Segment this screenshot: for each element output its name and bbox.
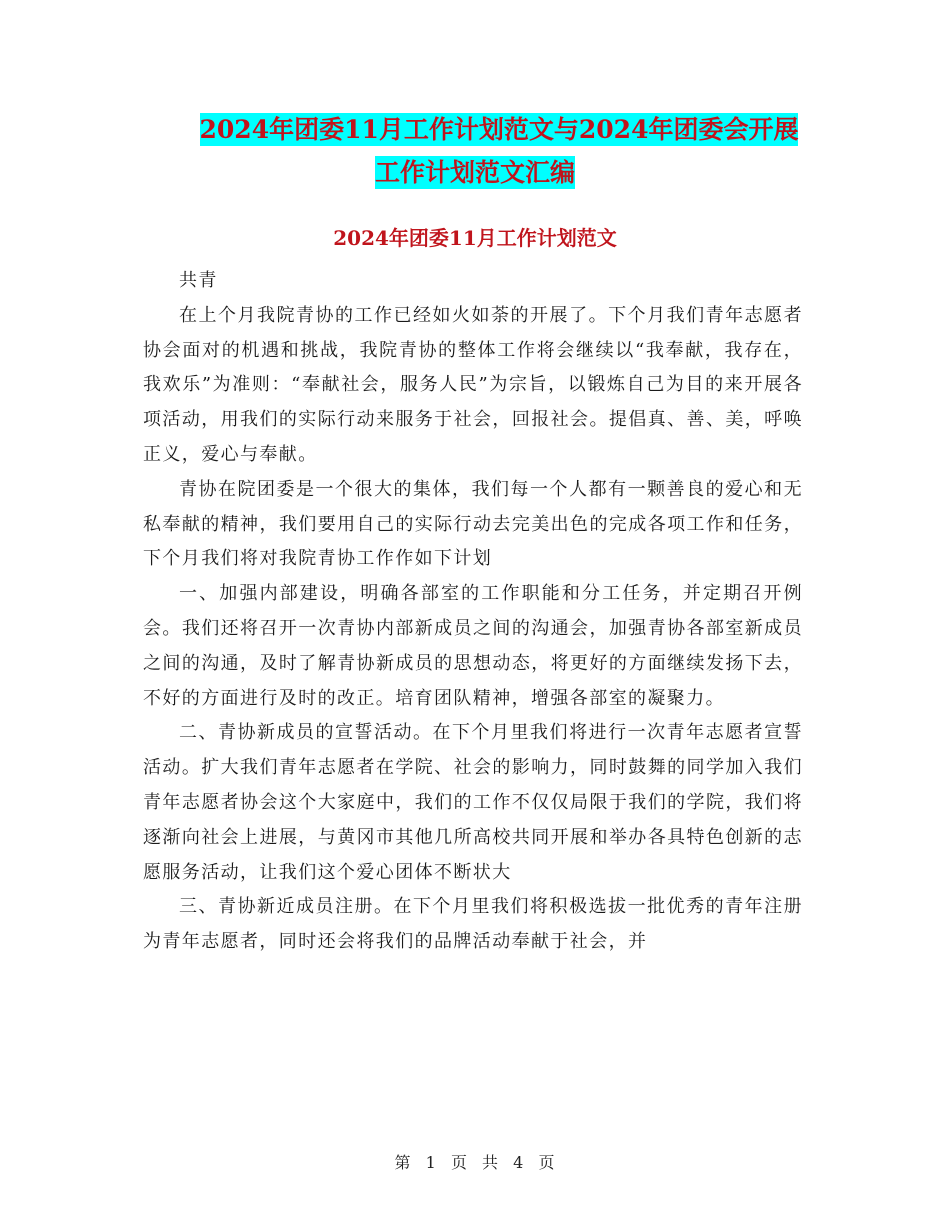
paragraph: 一、加强内部建设，明确各部室的工作职能和分工任务，并定期召开例会。我们还将召开一次青协内部新成员之间的沟通会，加强青协各部室新成员之间的沟通，及时了解青协新成员的思想动态，将更好的方面继续发扬下去，不好的方面进行及时的改正。培育团队精神，增强各部室的凝聚力。	[143, 583, 803, 709]
document-title-line-1	[24, 108, 950, 152]
document-title-line-2	[0, 151, 950, 195]
paragraph: 在上个月我院青协的工作已经如火如荼的开展了。下个月我们青年志愿者协会面对的机遇和挑战，我院青协的整体工作将会继续以“我奉献，我存在，我欢乐”为准则：“奉献社会，服务人民”为宗旨，以锻炼自己为目的来开展各项活动，用我们的实际行动来服务于社会，回报社会。提倡真、善、美，呼唤正义，爱心与奉献。	[143, 304, 803, 465]
paragraph: 三、青协新近成员注册。在下个月里我们将积极选拔一批优秀的青年注册为青年志愿者，同时还会将我们的品牌活动奉献于社会，并	[143, 896, 803, 953]
paragraph: 共青	[179, 270, 218, 291]
section-title: 2024年团委11月工作计划范文	[333, 226, 617, 250]
paragraph: 青协在院团委是一个很大的集体，我们每一个人都有一颗善良的爱心和无私奉献的精神，我们要用自己的实际行动去完美出色的完成各项工作和任务，下个月我们将对我院青协工作作如下计划	[143, 478, 803, 570]
paragraph: 二、青协新成员的宣誓活动。在下个月里我们将进行一次青年志愿者宣誓活动。扩大我们青年志愿者在学院、社会的影响力，同时鼓舞的同学加入我们青年志愿者协会这个大家庭中，我们的工作不仅仅局限于我们的学院，我们将逐渐向社会上进展，与黄冈市其他几所高校共同开展和举办各具特色创新的志愿服务活动，让我们这个爱心团体不断状大	[143, 722, 803, 883]
title-highlight: 2024年团委11月工作计划范文与2024年团委会开展	[199, 115, 799, 144]
total-unit: 页	[538, 1153, 556, 1172]
document-body	[143, 264, 803, 960]
page-unit: 页	[450, 1153, 468, 1172]
page-label: 第	[394, 1153, 412, 1172]
total-pages: 4	[513, 1153, 525, 1172]
page-footer	[0, 1150, 950, 1173]
title-highlight: 工作计划范文汇编	[374, 158, 575, 187]
page-number: 1	[425, 1153, 437, 1172]
total-label: 共	[482, 1153, 500, 1172]
